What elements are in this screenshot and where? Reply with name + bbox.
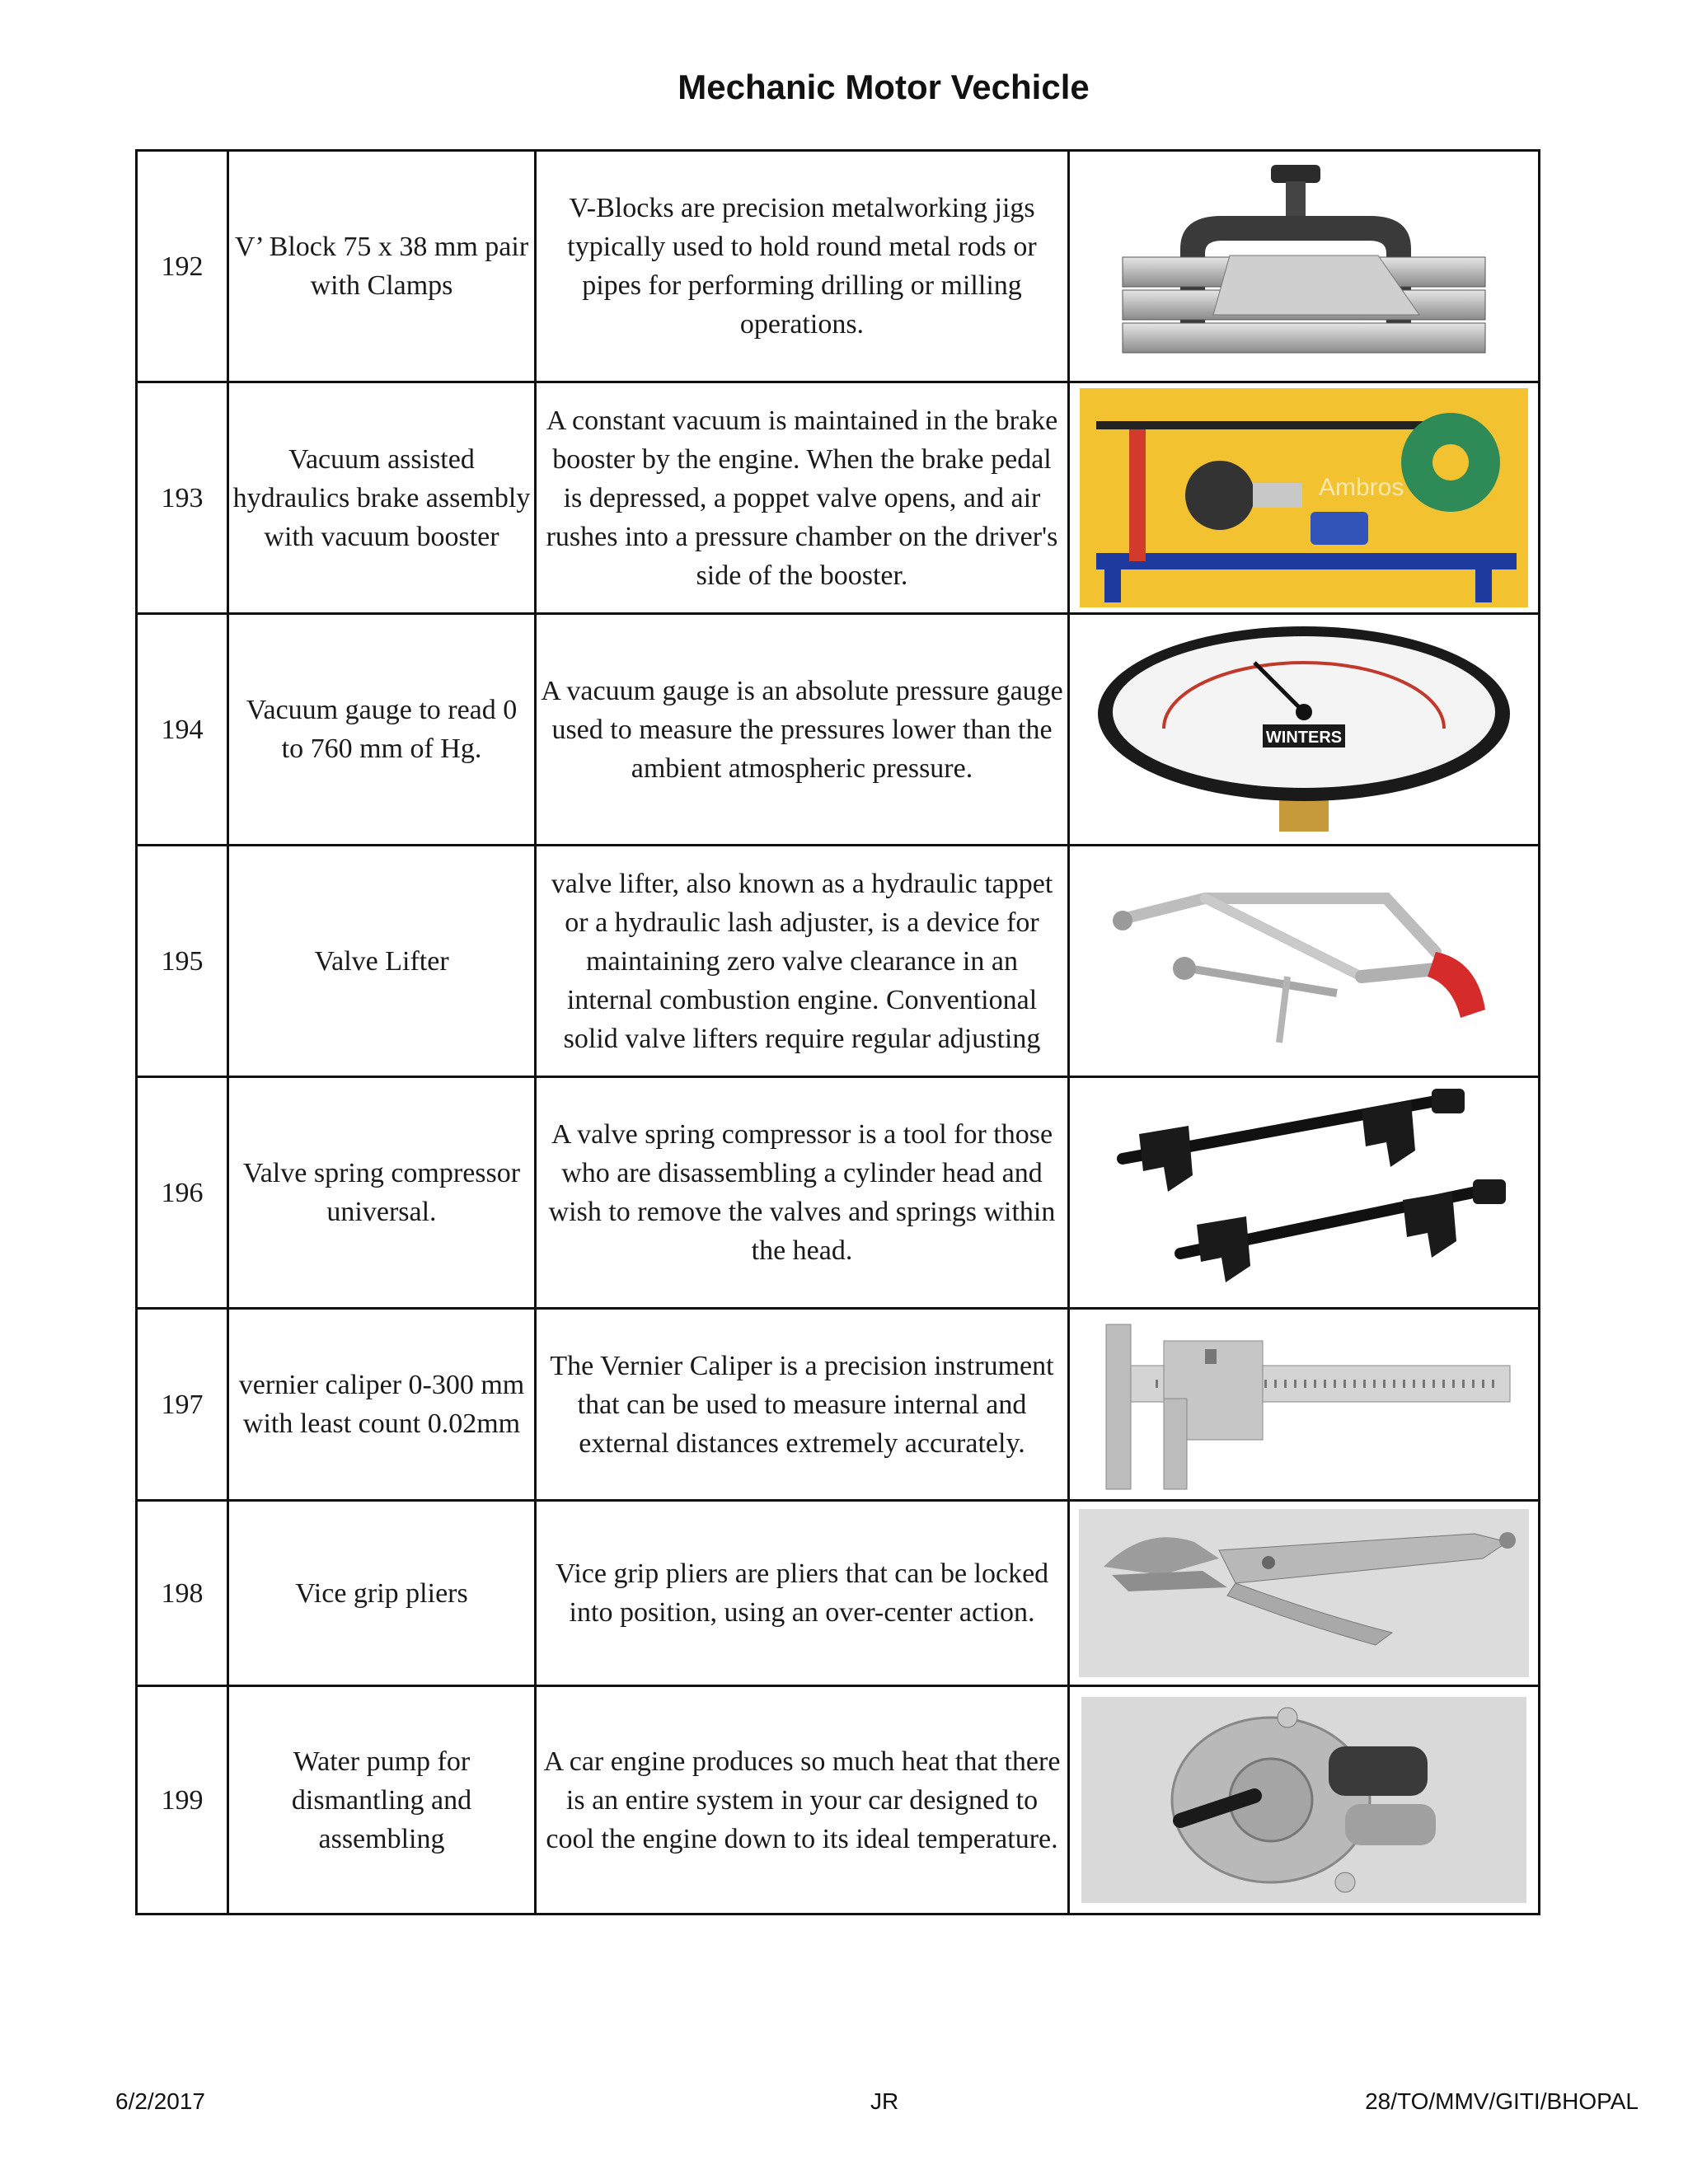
- item-name: Vice grip pliers: [228, 1501, 536, 1686]
- item-description: V-Blocks are precision metalworking jigs typically used to hold round metal rods or pipes for performing drilling or milling operations.: [536, 151, 1069, 382]
- item-name: Vacuum assisted hydraulics brake assembly with vacuum booster: [228, 382, 536, 614]
- table-row: [137, 1309, 1540, 1501]
- item-description: Vice grip pliers are pliers that can be locked into position, using an over-center action.: [536, 1501, 1069, 1686]
- item-number: 199: [137, 1686, 228, 1915]
- valve-lifter-icon: [1090, 853, 1518, 1069]
- item-image: [1069, 1686, 1540, 1915]
- item-description: A valve spring compressor is a tool for those who are disassembling a cylinder head and wish to remove the valves and springs within the head.: [536, 1077, 1069, 1309]
- page-title: Mechanic Motor Vechicle: [678, 68, 1090, 106]
- item-image: [1069, 382, 1540, 614]
- v-block-icon: [1090, 158, 1518, 374]
- item-image: [1069, 614, 1540, 846]
- item-image: [1069, 1309, 1540, 1501]
- item-name: V’ Block 75 x 38 mm pair with Clamps: [228, 151, 536, 382]
- table-row: [137, 1686, 1540, 1915]
- item-image: [1069, 151, 1540, 382]
- item-name: vernier caliper 0-300 mm with least count 0.02mm: [228, 1309, 536, 1501]
- equipment-table: [135, 149, 1540, 1915]
- footer-date: 6/2/2017: [115, 2088, 205, 2114]
- item-description: A car engine produces so much heat that there is an entire system in your car designed to cool the engine down to its ideal temperature.: [536, 1686, 1069, 1915]
- item-number: 198: [137, 1501, 228, 1686]
- table-row: [137, 614, 1540, 846]
- item-number: 196: [137, 1077, 228, 1309]
- gauge-brand: WINTERS: [1265, 729, 1343, 747]
- item-name: Water pump for dismantling and assembling: [228, 1686, 536, 1915]
- item-description: valve lifter, also known as a hydraulic tappet or a hydraulic lash adjuster, is a device for maintaining zero valve clearance in an internal combustion engine. Conventional solid valve lifters require regular adjusting: [536, 846, 1069, 1077]
- item-name: Valve spring compressor universal.: [228, 1077, 536, 1309]
- spring-compressor-icon: [1090, 1085, 1518, 1301]
- item-number: 192: [137, 151, 228, 382]
- table-row: [137, 846, 1540, 1077]
- item-image: [1069, 1501, 1540, 1686]
- item-name: Valve Lifter: [228, 846, 536, 1077]
- brake-assembly-icon: [1080, 388, 1528, 607]
- footer-reference: 28/TO/MMV/GITI/BHOPAL: [1365, 2088, 1639, 2114]
- item-number: 194: [137, 614, 228, 846]
- item-number: 197: [137, 1309, 228, 1501]
- table-row: [137, 382, 1540, 614]
- item-image: [1069, 1077, 1540, 1309]
- item-description: The Vernier Caliper is a precision instrument that can be used to measure internal and external distances extremely accurately.: [536, 1309, 1069, 1501]
- footer-initials: JR: [870, 2088, 899, 2114]
- item-number: 193: [137, 382, 228, 614]
- vice-grip-pliers-icon: [1079, 1509, 1529, 1677]
- vernier-caliper-icon: [1090, 1316, 1518, 1493]
- table-row: [137, 1077, 1540, 1309]
- item-description: A vacuum gauge is an absolute pressure gauge used to measure the pressures lower than the ambient atmospheric pressure.: [536, 614, 1069, 846]
- item-name: Vacuum gauge to read 0 to 760 mm of Hg.: [228, 614, 536, 846]
- water-pump-icon: [1081, 1697, 1526, 1903]
- table-row: [137, 1501, 1540, 1686]
- item-description: A constant vacuum is maintained in the brake booster by the engine. When the brake pedal is depressed, a poppet valve opens, and air rushes into a pressure chamber on the driver's side of the booster.: [536, 382, 1069, 614]
- table-row: [137, 151, 1540, 382]
- item-image: [1069, 846, 1540, 1077]
- watermark-text: Ambros: [1319, 474, 1404, 501]
- vacuum-gauge-icon: [1090, 621, 1518, 837]
- item-number: 195: [137, 846, 228, 1077]
